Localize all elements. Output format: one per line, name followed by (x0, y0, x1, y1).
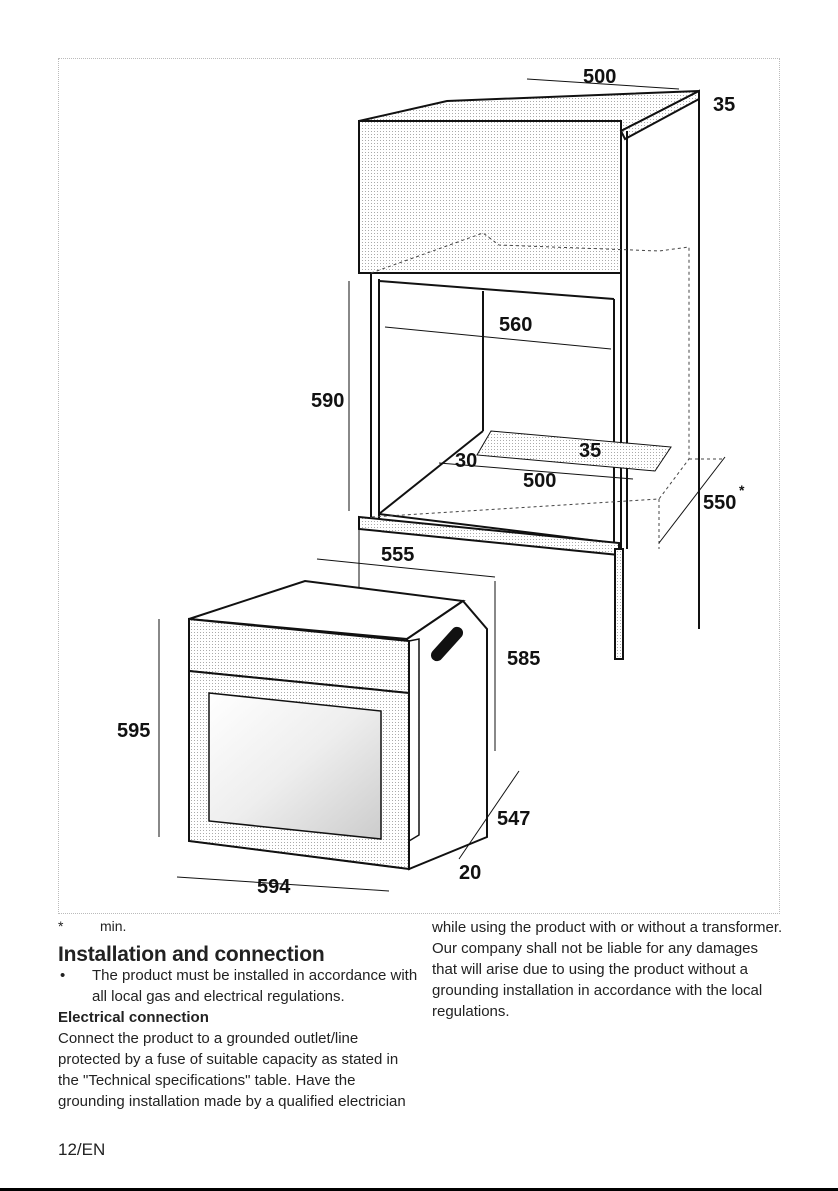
right-paragraph: while using the product with or without a transformer. Our company shall not be liable for any damages that will arise due to using the product without a grounding installation in accordance with the local regulations. (432, 919, 783, 1020)
dim-front-depth: 20 (459, 862, 482, 884)
dim-base-left: 30 (455, 450, 478, 472)
dim-inner-width: 560 (499, 314, 533, 336)
dim-oven-side-height: 585 (507, 648, 541, 670)
left-column (58, 944, 418, 1112)
installation-diagram (58, 58, 780, 914)
bullet-mark: • (60, 967, 66, 984)
section-heading: Installation and connection (58, 943, 325, 966)
oven-drawing (189, 581, 487, 869)
diagram-drawing (59, 59, 781, 915)
bullet-text: The product must be installed in accordance with all local gas and electrical regulations. (92, 967, 418, 1005)
footnote (58, 918, 126, 934)
subheading: Electrical connection (58, 1009, 209, 1026)
dim-top-width: 500 (583, 66, 617, 88)
dim-oven-height: 595 (117, 720, 151, 742)
left-paragraph: Connect the product to a grounded outlet/line protected by a fuse of suitable capacity as stated in the "Technical specifications" table. Have the grounding installation made by a qualified electrician (58, 1030, 406, 1110)
footnote-text: min. (100, 918, 127, 934)
dim-cabinet-depth: 550 (703, 492, 737, 514)
dim-base-width: 500 (523, 470, 557, 492)
dim-base-depth: 35 (579, 440, 602, 462)
page-number: 12/EN (58, 1140, 106, 1159)
dim-top-depth: 35 (713, 94, 736, 116)
dim-front-width: 594 (257, 876, 291, 898)
bullet-item (58, 965, 418, 1007)
right-column (432, 917, 784, 1022)
dim-inner-height: 590 (311, 390, 345, 412)
dim-cabinet-depth-mark: * (739, 482, 745, 498)
dim-oven-top-width: 555 (381, 544, 415, 566)
footnote-mark: * (58, 918, 64, 934)
dim-oven-depth: 547 (497, 808, 531, 830)
